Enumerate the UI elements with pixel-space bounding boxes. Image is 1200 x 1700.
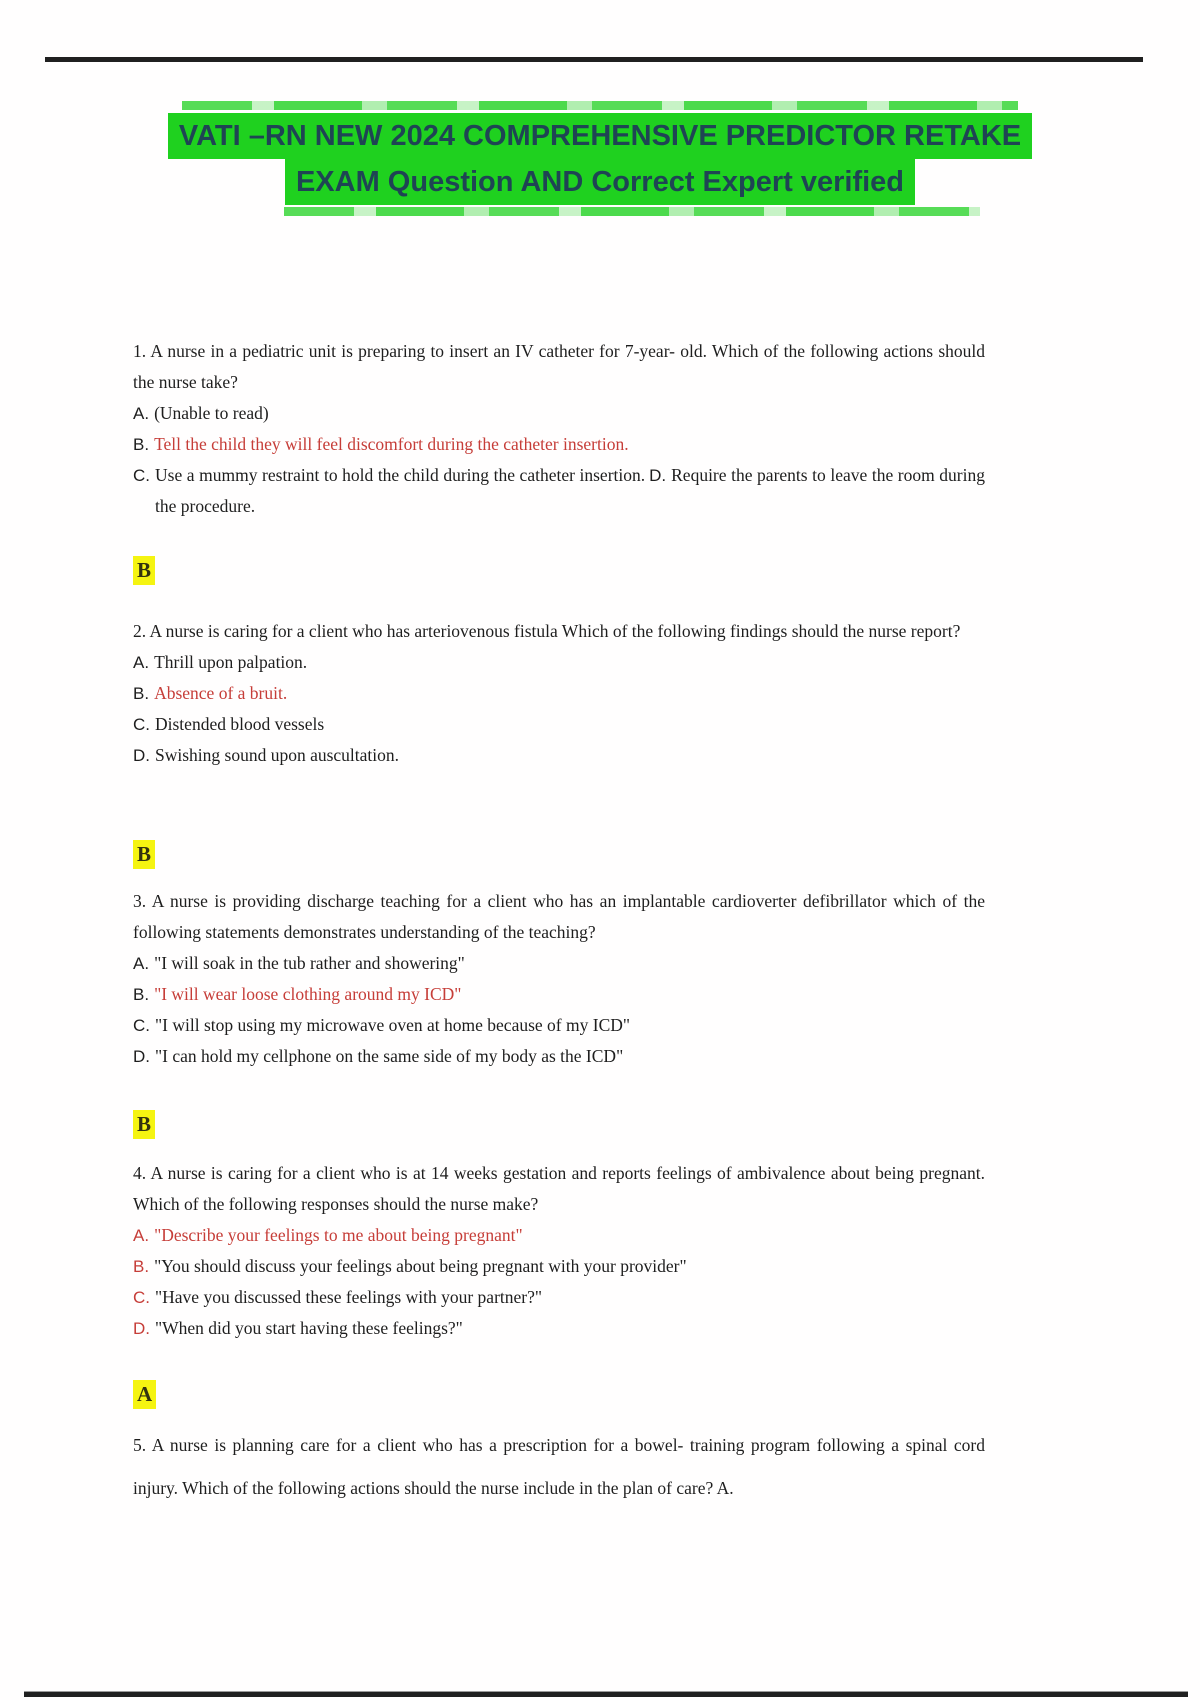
question-2-option-b — [133, 678, 985, 709]
question-4-stem: 4. A nurse is caring for a client who is at 14 weeks gestation and reports feelings of ambivalence about being pregnant. Which of the following responses should the nurse make? — [133, 1163, 985, 1214]
option-letter: B. — [133, 684, 150, 703]
option-letter: B. — [133, 1257, 150, 1276]
question-3 — [133, 886, 985, 1072]
title-line-1: VATI –RN NEW 2024 COMPREHENSIVE PREDICTOR RETAKE — [168, 113, 1032, 159]
option-letter: C. — [133, 466, 150, 485]
highlight-artifact-bottom — [284, 207, 980, 216]
option-letter: B. — [133, 985, 150, 1004]
question-2-option-c — [133, 709, 985, 740]
question-3-option-d — [133, 1041, 985, 1072]
question-1-option-c — [133, 460, 985, 522]
option-letter: A. — [133, 1226, 150, 1245]
option-text: Require the parents to leave the room during the procedure. — [155, 465, 985, 516]
document-title — [0, 101, 1200, 216]
option-text: (Unable to read) — [154, 403, 269, 423]
question-3-option-c — [133, 1010, 985, 1041]
question-3-stem: 3. A nurse is providing discharge teaching for a client who has an implantable cardioverter defibrillator which of the following statements demonstrates understanding of the teaching? — [133, 891, 985, 942]
option-letter: A. — [133, 954, 150, 973]
answer-2-letter: B — [133, 840, 155, 869]
option-letter: A. — [133, 653, 150, 672]
option-letter: D. — [649, 466, 667, 485]
question-5-stem: 5. A nurse is planning care for a client who has a prescription for a bowel- training program following a spinal cord injury. Which of the following actions should the nurse include in the plan of care? A. — [133, 1435, 985, 1498]
option-letter: D. — [133, 1319, 150, 1338]
highlight-artifact-top — [182, 101, 1018, 110]
answer-4 — [133, 1380, 985, 1411]
option-text: "I can hold my cellphone on the same side of my body as the ICD" — [155, 1046, 624, 1066]
top-divider — [45, 57, 1143, 62]
question-4-option-d — [133, 1313, 985, 1344]
option-text: "Describe your feelings to me about being pregnant" — [154, 1225, 523, 1245]
question-2-option-a — [133, 647, 985, 678]
question-3-option-a — [133, 948, 985, 979]
option-letter: C. — [133, 715, 150, 734]
option-text: Distended blood vessels — [155, 714, 325, 734]
question-2-option-d — [133, 740, 985, 771]
question-1-option-a — [133, 398, 985, 429]
option-text: "You should discuss your feelings about being pregnant with your provider" — [154, 1256, 687, 1276]
title-line-2: EXAM Question AND Correct Expert verified — [285, 159, 915, 205]
question-4 — [133, 1158, 985, 1344]
question-2 — [133, 616, 985, 771]
question-2-stem: 2. A nurse is caring for a client who has arteriovenous fistula Which of the following findings should the nurse report? — [133, 621, 961, 641]
option-letter: C. — [133, 1288, 150, 1307]
answer-3 — [133, 1110, 985, 1141]
option-text: "I will soak in the tub rather and showering" — [154, 953, 465, 973]
option-text: "I will wear loose clothing around my ICD" — [154, 984, 462, 1004]
question-1-option-b — [133, 429, 985, 460]
option-letter: C. — [133, 1016, 150, 1035]
answer-4-letter: A — [133, 1380, 156, 1409]
question-4-option-b — [133, 1251, 985, 1282]
option-text: "I will stop using my microwave oven at home because of my ICD" — [155, 1015, 631, 1035]
answer-1 — [133, 556, 985, 587]
bottom-divider — [24, 1691, 1188, 1697]
option-text: Tell the child they will feel discomfort during the catheter insertion. — [154, 434, 629, 454]
question-5 — [133, 1424, 985, 1510]
option-text: "Have you discussed these feelings with your partner?" — [155, 1287, 543, 1307]
answer-1-letter: B — [133, 556, 155, 585]
question-3-option-b — [133, 979, 985, 1010]
option-text: Thrill upon palpation. — [154, 652, 308, 672]
answer-2 — [133, 840, 985, 871]
option-text: "When did you start having these feelings?" — [155, 1318, 463, 1338]
option-letter: D. — [133, 1047, 150, 1066]
question-1 — [133, 336, 985, 522]
option-letter: B. — [133, 435, 150, 454]
option-text: Absence of a bruit. — [154, 683, 288, 703]
option-letter: D. — [133, 746, 150, 765]
question-4-option-c — [133, 1282, 985, 1313]
option-text: Swishing sound upon auscultation. — [155, 745, 400, 765]
option-text: Use a mummy restraint to hold the child during the catheter insertion. — [155, 465, 646, 485]
question-1-stem: 1. A nurse in a pediatric unit is preparing to insert an IV catheter for 7-year- old. Which of the following actions should the nurse take? — [133, 341, 985, 392]
question-4-option-a — [133, 1220, 985, 1251]
answer-3-letter: B — [133, 1110, 155, 1139]
option-letter: A. — [133, 404, 150, 423]
